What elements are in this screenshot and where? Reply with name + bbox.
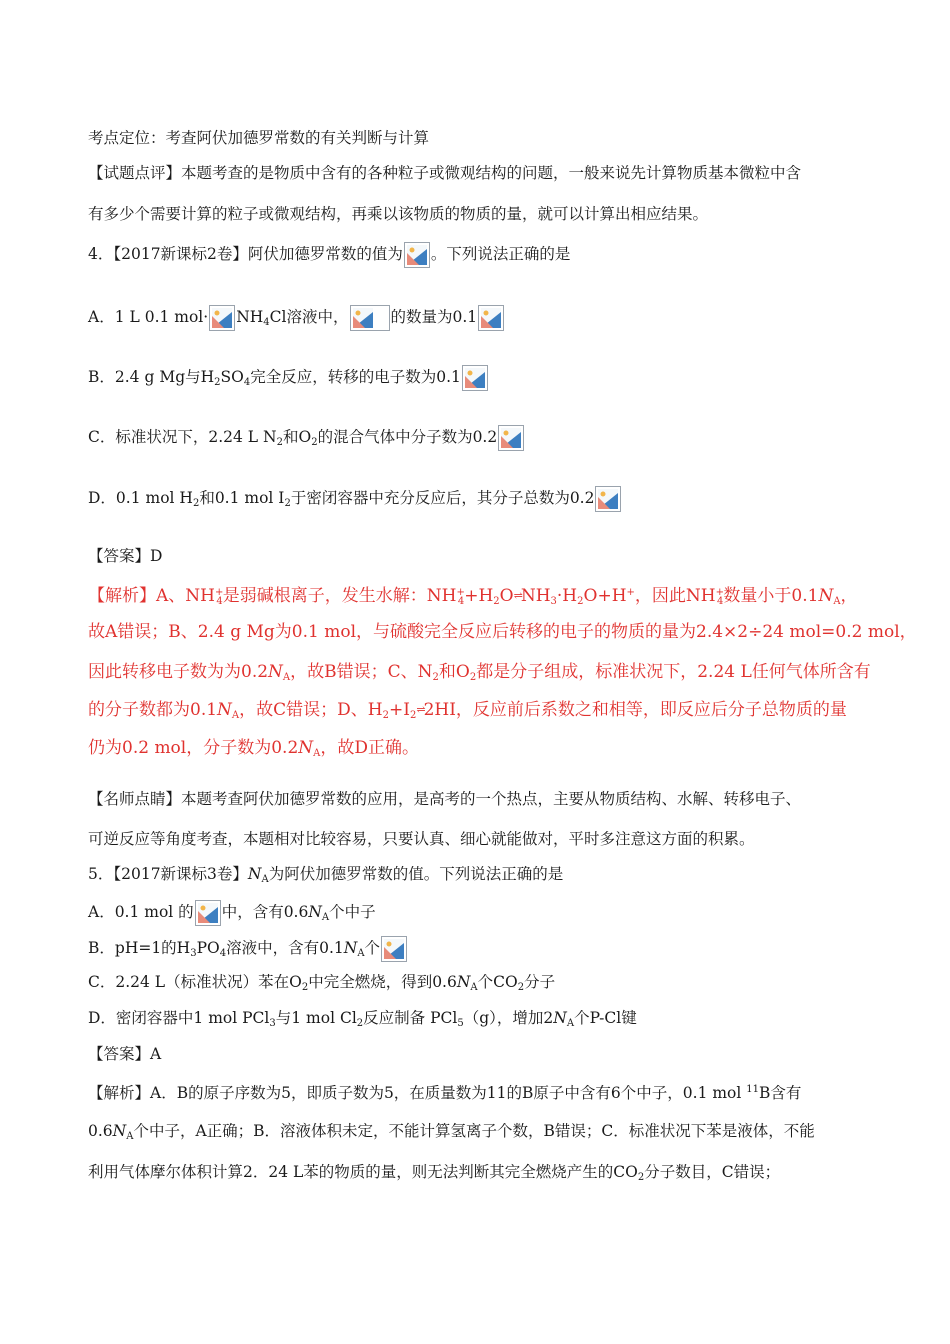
q5-option-b: B．pH=1的$H_3PO_4$溶液中，含有$0.1N_A$个 [88, 936, 408, 964]
reversible-arrow-icon: ⇌ [513, 589, 521, 602]
q4-option-b: B．2.4 g Mg与$H_2SO_4$完全反应，转移的电子数为0.1 [88, 365, 489, 393]
q5-option-d: D．密闭容器中1 mol PCl$_3$与1 mol $Cl_2$反应制备 PCl$_5$（g），增加$2N_A$个P-Cl键 [88, 1009, 637, 1029]
q5-option-c: C．2.24 L（标准状况）苯在$O_2$中完全燃烧，得到$0.6N_A$个$CO_2$分子 [88, 973, 556, 993]
broken-image-icon [404, 242, 430, 268]
q4-jiexi-line-4: 的分子数都为$0.1N_A$，故C错误；D、$H_2+I_2\rightleftharpoons 2HI$，反应前后系数之和相等，即反应后分子总物质的量 [88, 700, 847, 721]
broken-image-icon [195, 900, 221, 926]
broken-image-icon [478, 305, 504, 331]
q5-jiexi-line-2: $0.6N_A$个中子，A正确；B．溶液体积未定，不能计算氢离子个数，B错误；C．标准状况下苯是液体，不能 [88, 1122, 815, 1142]
broken-image-icon [462, 365, 488, 391]
dianping-line-2: 有多少个需要计算的粒子或微观结构，再乘以该物质的物质的量，就可以计算出相应结果。 [88, 205, 709, 223]
q4-jiexi-line-1: 【解析】A、$NH^+_4$是弱碱根离子，发生水解：$NH^+_4+H_2O\rightleftharpoons NH_3\cdot H_2O+H^+$，因此$NH^+_4$数量小于$0.1N_A$， [88, 586, 858, 607]
q4-dianjing-line-2: 可逆反应等角度考查，本题相对比较容易，只要认真、细心就能做对，平时多注意这方面的积累。 [88, 830, 755, 848]
q4-jiexi-line-2: 故A错误；B、2.4 g Mg为0.1 mol，与硫酸完全反应后转移的电子的物质的量为2.4×2÷24 mol=0.2 mol， [88, 622, 917, 642]
broken-image-icon [381, 936, 407, 962]
q5-answer: 【答案】A [88, 1045, 162, 1063]
q4-stem: 4．【2017新课标2卷】阿伏加德罗常数的值为 。下列说法正确的是 [88, 242, 570, 268]
broken-image-icon [498, 425, 524, 451]
q5-option-a: A．0.1 mol 的 中，含有$0.6N_A$个中子 [88, 900, 376, 928]
broken-image-icon [350, 305, 390, 331]
q5-jiexi-line-1: 【解析】A．B的原子序数为5，即质子数为5，在质量数为11的B原子中含有6个中子，0.1 mol $^{11}$B含有 [88, 1084, 802, 1102]
q5-stem: 5．【2017新课标3卷】$N_A$为阿伏加德罗常数的值。下列说法正确的是 [88, 865, 564, 885]
q4-jiexi-line-5: 仍为0.2 mol，分子数为$0.2N_A$，故D正确。 [88, 738, 420, 759]
q4-dianjing-line-1: 【名师点睛】本题考查阿伏加德罗常数的应用，是高考的一个热点，主要从物质结构、水解、转移电子、 [88, 790, 802, 808]
q4-jiexi-line-3: 因此转移电子数为为$0.2N_A$，故B错误；C、$N_2$和$O_2$都是分子组成，标准状况下，2.24 L任何气体所含有 [88, 662, 871, 683]
q4-option-c: C．标准状况下，2.24 L $N_2$和$O_2$的混合气体中分子数为0.2 [88, 425, 525, 453]
broken-image-icon [595, 486, 621, 512]
q5-jiexi-line-3: 利用气体摩尔体积计算2．24 L苯的物质的量，则无法判断其完全燃烧产生的$CO_2$分子数目，C错误； [88, 1163, 781, 1183]
kaodian-line: 考点定位：考查阿伏加德罗常数的有关判断与计算 [88, 129, 430, 147]
dianping-line-1: 【试题点评】本题考查的是物质中含有的各种粒子或微观结构的问题，一般来说先计算物质基本微粒中含 [88, 164, 802, 182]
reversible-arrow-icon: ⇌ [416, 703, 424, 716]
q4-option-d: D．0.1 mol $H_2$和0.1 mol $I_2$于密闭容器中充分反应后，其分子总数为0.2 [88, 486, 622, 514]
broken-image-icon [209, 305, 235, 331]
q4-answer: 【答案】D [88, 547, 163, 565]
q4-option-a: A．1 L 0.1 mol· $NH_4Cl$溶液中， 的数量为0.1 [88, 305, 505, 333]
